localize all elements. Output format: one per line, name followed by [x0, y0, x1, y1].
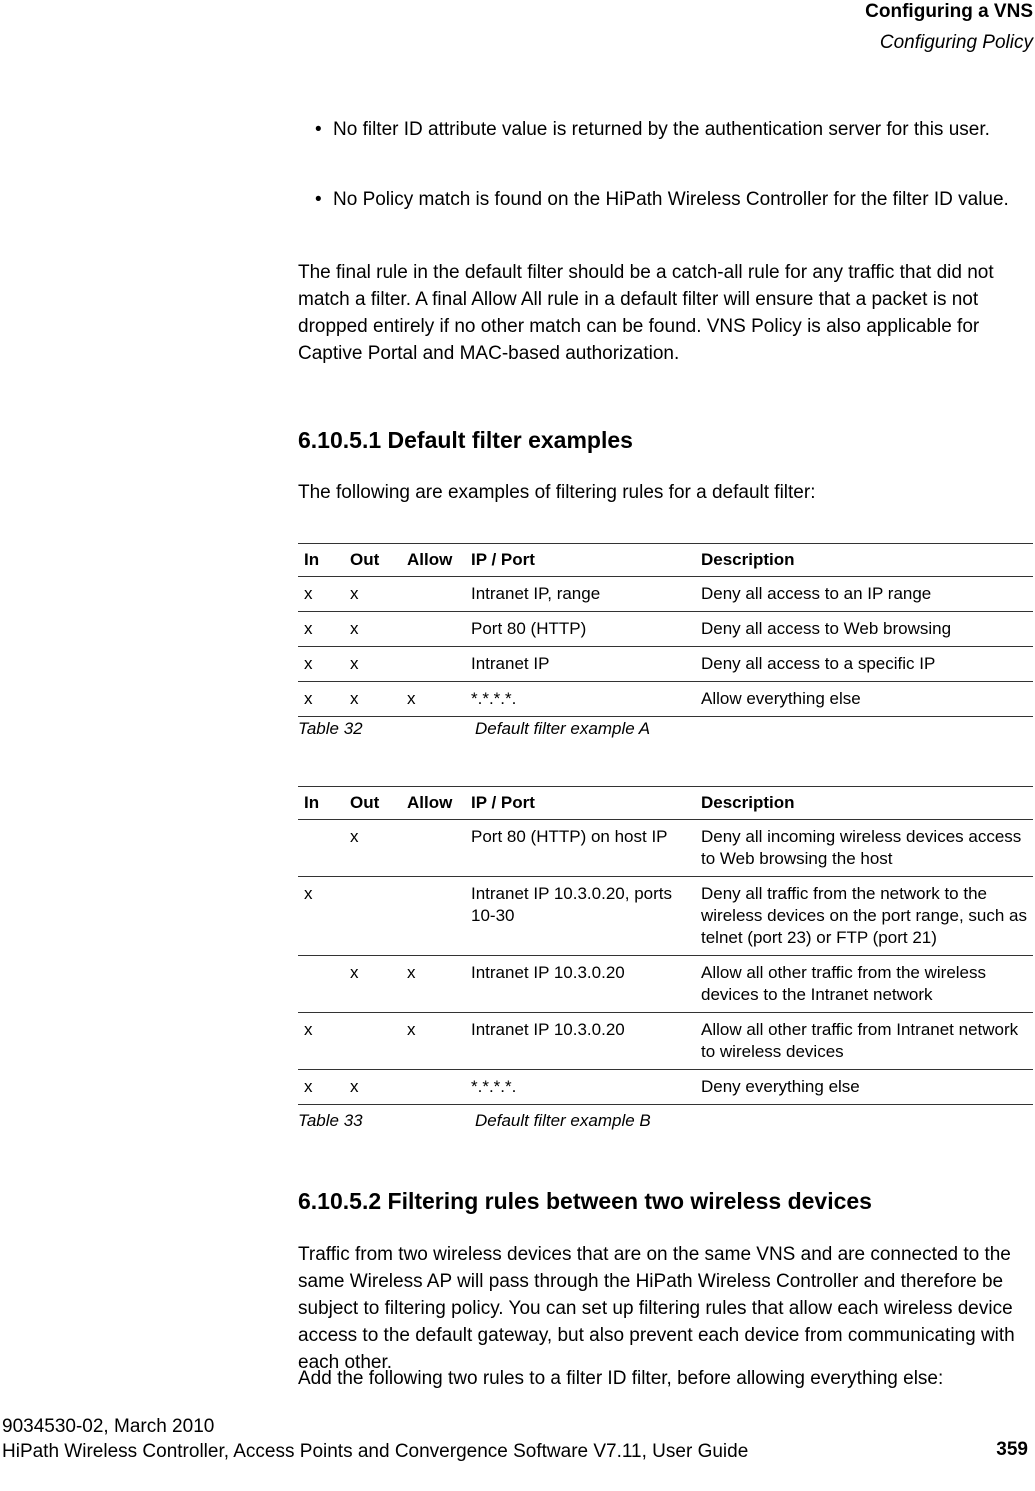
header-out: Out: [344, 544, 401, 577]
cell-allow: [401, 647, 465, 682]
table-row: [298, 1070, 1033, 1105]
table-row: [298, 877, 1033, 956]
table-row: [298, 682, 1033, 717]
cell-in: x: [298, 1070, 344, 1105]
table-row: [298, 820, 1033, 877]
table-row: [298, 1013, 1033, 1070]
cell-in: x: [298, 647, 344, 682]
bullet-text: No Policy match is found on the HiPath Wireless Controller for the filter ID value.: [333, 189, 1009, 210]
caption-number: Table 33: [298, 1111, 363, 1130]
section-heading-default-filter: 6.10.5.1 Default filter examples: [298, 427, 633, 453]
section-heading-wireless-rules: 6.10.5.2 Filtering rules between two wireless devices: [298, 1188, 872, 1214]
cell-out: x: [344, 956, 401, 1013]
cell-description: Deny all access to Web browsing: [695, 612, 1033, 647]
cell-description: Deny all access to a specific IP: [695, 647, 1033, 682]
cell-description: Allow all other traffic from Intranet network to wireless devices: [695, 1013, 1033, 1070]
cell-out: x: [344, 1070, 401, 1105]
footer-doc-id: 9034530-02, March 2010: [2, 1416, 215, 1437]
caption-number: Table 32: [298, 719, 363, 738]
header-in: In: [298, 787, 344, 820]
cell-in: x: [298, 612, 344, 647]
header-allow: Allow: [401, 787, 465, 820]
cell-description: Allow all other traffic from the wireless devices to the Intranet network: [695, 956, 1033, 1013]
cell-description: Deny everything else: [695, 1070, 1033, 1105]
bullet-icon: •: [315, 189, 322, 210]
table-header-row: [298, 787, 1033, 820]
section-intro: The following are examples of filtering rules for a default filter:: [298, 482, 816, 503]
header-ip-port: IP / Port: [465, 787, 695, 820]
cell-allow: [401, 577, 465, 612]
footer-title: HiPath Wireless Controller, Access Points and Convergence Software V7.11, User Guide: [2, 1441, 749, 1462]
page-number: 359: [996, 1439, 1028, 1460]
section-paragraph-2: Add the following two rules to a filter ID filter, before allowing everything else:: [298, 1368, 944, 1389]
header-out: Out: [344, 787, 401, 820]
cell-allow: x: [401, 682, 465, 717]
cell-ip-port: Intranet IP 10.3.0.20: [465, 1013, 695, 1070]
cell-out: x: [344, 647, 401, 682]
cell-description: Deny all access to an IP range: [695, 577, 1033, 612]
cell-in: x: [298, 877, 344, 956]
cell-allow: [401, 1070, 465, 1105]
caption-title: Default filter example B: [475, 1111, 651, 1130]
cell-allow: [401, 820, 465, 877]
cell-out: x: [344, 820, 401, 877]
cell-out: [344, 1013, 401, 1070]
chapter-title: Configuring a VNS: [865, 1, 1033, 22]
cell-in: x: [298, 577, 344, 612]
page-footer: [2, 1414, 748, 1464]
table-default-filter-b: [298, 786, 1033, 1105]
cell-allow: x: [401, 956, 465, 1013]
cell-in: x: [298, 1013, 344, 1070]
table-row: [298, 647, 1033, 682]
header-description: Description: [695, 787, 1033, 820]
cell-ip-port: Intranet IP 10.3.0.20, ports 10-30: [465, 877, 695, 956]
cell-ip-port: Intranet IP 10.3.0.20: [465, 956, 695, 1013]
cell-out: [344, 877, 401, 956]
header-ip-port: IP / Port: [465, 544, 695, 577]
cell-description: Allow everything else: [695, 682, 1033, 717]
cell-allow: [401, 877, 465, 956]
cell-allow: [401, 612, 465, 647]
cell-ip-port: *.*.*.*.: [465, 1070, 695, 1105]
bullet-icon: •: [315, 119, 322, 140]
cell-ip-port: Intranet IP: [465, 647, 695, 682]
cell-allow: x: [401, 1013, 465, 1070]
cell-ip-port: Port 80 (HTTP): [465, 612, 695, 647]
header-allow: Allow: [401, 544, 465, 577]
cell-description: Deny all traffic from the network to the wireless devices on the port range, such as telnet (port 23) or FTP (port 21): [695, 877, 1033, 956]
cell-out: x: [344, 612, 401, 647]
cell-out: x: [344, 682, 401, 717]
running-header: [865, 0, 1033, 55]
cell-in: x: [298, 682, 344, 717]
table-header-row: [298, 544, 1033, 577]
table-row: [298, 956, 1033, 1013]
bullet-text: No filter ID attribute value is returned by the authentication server for this user.: [333, 119, 990, 140]
intro-paragraph: The final rule in the default filter should be a catch-all rule for any traffic that did not match a filter. A final Allow All rule in a default filter will ensure that a packet is not dropped entirely if no other match can be found. VNS Policy is also applicable for Captive Portal and MAC-based authorization.: [298, 262, 994, 364]
section-title: Configuring Policy: [879, 32, 1033, 53]
caption-title: Default filter example A: [475, 719, 651, 738]
header-description: Description: [695, 544, 1033, 577]
cell-ip-port: Intranet IP, range: [465, 577, 695, 612]
cell-ip-port: Port 80 (HTTP) on host IP: [465, 820, 695, 877]
cell-description: Deny all incoming wireless devices access to Web browsing the host: [695, 820, 1033, 877]
cell-in: [298, 956, 344, 1013]
cell-in: [298, 820, 344, 877]
table-row: [298, 577, 1033, 612]
section-paragraph: Traffic from two wireless devices that are on the same VNS and are connected to the same Wireless AP will pass through the HiPath Wireless Controller and therefore be subject to filtering policy. You can set up filtering rules that allow each wireless device access to the default gateway, but also prevent each device from communicating with each other.: [298, 1244, 1015, 1373]
cell-ip-port: *.*.*.*.: [465, 682, 695, 717]
table-row: [298, 612, 1033, 647]
cell-out: x: [344, 577, 401, 612]
header-in: In: [298, 544, 344, 577]
table-default-filter-a: [298, 543, 1033, 717]
